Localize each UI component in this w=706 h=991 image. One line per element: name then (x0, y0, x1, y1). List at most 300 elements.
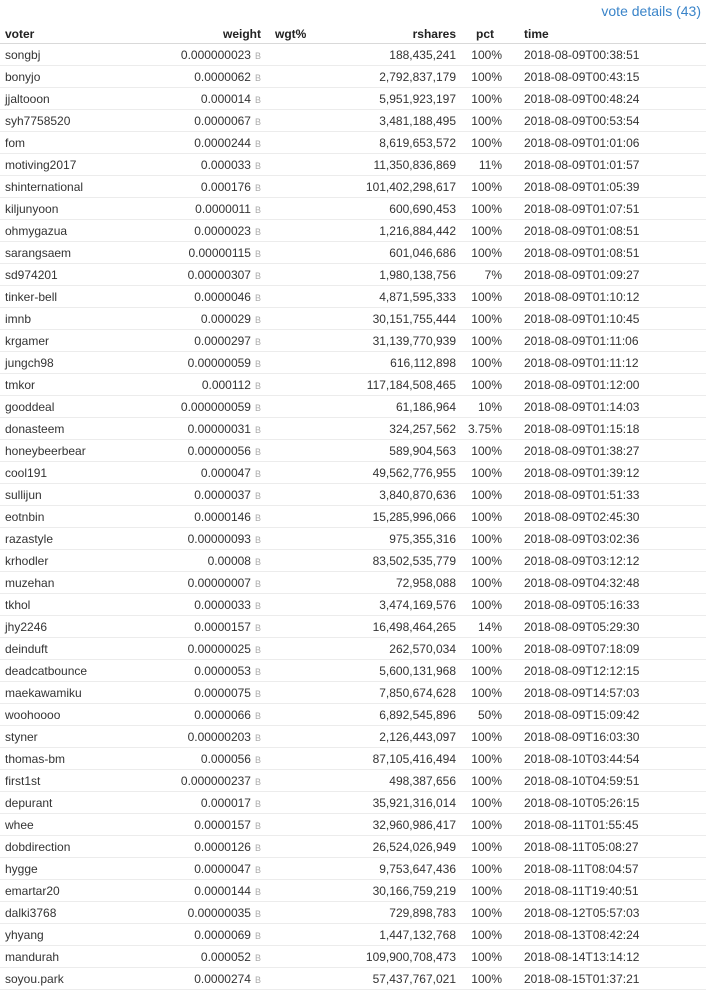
column-header-wgt[interactable]: wgt% (269, 24, 339, 44)
rshares-cell: 729,898,783 (339, 902, 466, 924)
weight-unit: B (254, 732, 261, 743)
time-cell: 2018-08-09T01:39:12 (520, 462, 706, 484)
weight-value: 0.0000244 (194, 135, 251, 150)
voter-cell[interactable]: soyou.park (0, 968, 130, 990)
weight-unit: B (254, 358, 261, 369)
weight-cell (130, 176, 269, 198)
time-cell: 2018-08-09T01:10:45 (520, 308, 706, 330)
weight-cell (130, 220, 269, 242)
weight-unit: B (254, 710, 261, 721)
weight-unit: B (254, 600, 261, 611)
weight-unit: B (254, 512, 261, 523)
pct-cell: 100% (466, 88, 520, 110)
pct-cell: 50% (466, 704, 520, 726)
weight-value: 0.0000033 (194, 597, 251, 612)
voter-cell[interactable]: muzehan (0, 572, 130, 594)
wgt-cell (269, 396, 339, 418)
pct-cell: 100% (466, 572, 520, 594)
weight-cell (130, 880, 269, 902)
weight-cell (130, 638, 269, 660)
voter-cell[interactable]: syh7758520 (0, 110, 130, 132)
voter-cell[interactable]: thomas-bm (0, 748, 130, 770)
rshares-cell: 72,958,088 (339, 572, 466, 594)
weight-value: 0.0000047 (194, 861, 251, 876)
time-cell: 2018-08-09T00:43:15 (520, 66, 706, 88)
voter-cell[interactable]: krgamer (0, 330, 130, 352)
rshares-cell: 16,498,464,265 (339, 616, 466, 638)
wgt-cell (269, 682, 339, 704)
voter-cell[interactable]: bonyjo (0, 66, 130, 88)
voter-cell[interactable]: shinternational (0, 176, 130, 198)
weight-cell (130, 770, 269, 792)
rshares-cell: 2,126,443,097 (339, 726, 466, 748)
voter-cell[interactable]: fom (0, 132, 130, 154)
rshares-cell: 601,046,686 (339, 242, 466, 264)
rshares-cell: 11,350,836,869 (339, 154, 466, 176)
rshares-cell: 262,570,034 (339, 638, 466, 660)
rshares-cell: 975,355,316 (339, 528, 466, 550)
weight-unit: B (254, 270, 261, 281)
column-header-rshares[interactable]: rshares (339, 24, 466, 44)
table-row (0, 132, 706, 154)
voter-cell[interactable]: donasteem (0, 418, 130, 440)
weight-value: 0.00000007 (187, 575, 251, 590)
weight-value: 0.0000069 (194, 927, 251, 942)
time-cell: 2018-08-11T01:55:45 (520, 814, 706, 836)
weight-unit: B (254, 226, 261, 237)
table-row (0, 550, 706, 572)
voter-cell[interactable]: sd974201 (0, 264, 130, 286)
pct-cell: 100% (466, 858, 520, 880)
time-cell: 2018-08-12T05:57:03 (520, 902, 706, 924)
weight-cell (130, 550, 269, 572)
time-cell: 2018-08-15T01:37:21 (520, 968, 706, 990)
weight-cell (130, 660, 269, 682)
rshares-cell: 83,502,535,779 (339, 550, 466, 572)
rshares-cell: 188,435,241 (339, 44, 466, 66)
weight-unit: B (254, 248, 261, 259)
pct-cell: 100% (466, 352, 520, 374)
weight-cell (130, 946, 269, 968)
time-cell: 2018-08-11T19:40:51 (520, 880, 706, 902)
voter-cell[interactable]: tkhol (0, 594, 130, 616)
column-header-time[interactable]: time (520, 24, 706, 44)
wgt-cell (269, 638, 339, 660)
rshares-cell: 5,951,923,197 (339, 88, 466, 110)
table-row (0, 484, 706, 506)
time-cell: 2018-08-09T12:12:15 (520, 660, 706, 682)
weight-value: 0.0000011 (195, 201, 251, 216)
weight-unit: B (254, 622, 261, 633)
table-header-row (0, 24, 706, 44)
weight-cell (130, 154, 269, 176)
weight-unit: B (254, 160, 261, 171)
time-cell: 2018-08-09T01:01:06 (520, 132, 706, 154)
voter-cell[interactable]: tmkor (0, 374, 130, 396)
weight-value: 0.000000237 (180, 773, 251, 788)
weight-unit: B (254, 94, 261, 105)
table-row (0, 374, 706, 396)
table-row (0, 968, 706, 990)
pct-cell: 100% (466, 440, 520, 462)
wgt-cell (269, 374, 339, 396)
weight-value: 0.0000126 (194, 839, 251, 854)
wgt-cell (269, 154, 339, 176)
weight-unit: B (254, 754, 261, 765)
wgt-cell (269, 748, 339, 770)
time-cell: 2018-08-09T01:08:51 (520, 242, 706, 264)
wgt-cell (269, 88, 339, 110)
table-row (0, 308, 706, 330)
rshares-cell: 1,216,884,442 (339, 220, 466, 242)
table-row (0, 616, 706, 638)
pct-cell: 100% (466, 374, 520, 396)
voter-cell[interactable]: sullijun (0, 484, 130, 506)
pct-cell: 100% (466, 924, 520, 946)
weight-unit: B (254, 908, 261, 919)
voter-cell[interactable]: jungch98 (0, 352, 130, 374)
time-cell: 2018-08-10T03:44:54 (520, 748, 706, 770)
weight-value: 0.00000025 (187, 641, 251, 656)
table-row (0, 726, 706, 748)
rshares-cell: 4,871,595,333 (339, 286, 466, 308)
weight-cell (130, 418, 269, 440)
weight-cell (130, 396, 269, 418)
time-cell: 2018-08-09T02:45:30 (520, 506, 706, 528)
weight-value: 0.000112 (201, 377, 251, 392)
table-row (0, 506, 706, 528)
voter-cell[interactable]: deadcatbounce (0, 660, 130, 682)
time-cell: 2018-08-10T04:59:51 (520, 770, 706, 792)
table-row (0, 814, 706, 836)
rshares-cell: 498,387,656 (339, 770, 466, 792)
weight-cell (130, 44, 269, 66)
voter-cell[interactable]: ohmygazua (0, 220, 130, 242)
voter-cell[interactable]: eotnbin (0, 506, 130, 528)
voter-cell[interactable]: sarangsaem (0, 242, 130, 264)
rshares-cell: 9,753,647,436 (339, 858, 466, 880)
wgt-cell (269, 880, 339, 902)
weight-unit: B (254, 974, 261, 985)
table-row (0, 748, 706, 770)
pct-cell: 100% (466, 132, 520, 154)
top-bar (0, 0, 706, 24)
weight-cell (130, 308, 269, 330)
pct-cell: 100% (466, 880, 520, 902)
wgt-cell (269, 924, 339, 946)
weight-cell (130, 352, 269, 374)
weight-cell (130, 440, 269, 462)
column-header-weight[interactable]: weight (130, 24, 269, 44)
pct-cell: 100% (466, 550, 520, 572)
voter-cell[interactable]: whee (0, 814, 130, 836)
voter-cell[interactable]: motiving2017 (0, 154, 130, 176)
rshares-cell: 30,151,755,444 (339, 308, 466, 330)
table-row (0, 946, 706, 968)
pct-cell: 100% (466, 770, 520, 792)
voter-cell[interactable]: jjaltooon (0, 88, 130, 110)
weight-unit: B (254, 314, 261, 325)
column-header-voter[interactable]: voter (0, 24, 130, 44)
rshares-cell: 2,792,837,179 (339, 66, 466, 88)
wgt-cell (269, 528, 339, 550)
time-cell: 2018-08-09T00:48:24 (520, 88, 706, 110)
weight-unit: B (254, 138, 261, 149)
weight-value: 0.0000297 (194, 333, 251, 348)
table-row (0, 638, 706, 660)
voter-cell[interactable]: jhy2246 (0, 616, 130, 638)
pct-cell: 100% (466, 220, 520, 242)
voter-cell[interactable]: emartar20 (0, 880, 130, 902)
time-cell: 2018-08-09T01:11:12 (520, 352, 706, 374)
rshares-cell: 5,600,131,968 (339, 660, 466, 682)
weight-value: 0.000000023 (180, 47, 251, 62)
pct-cell: 100% (466, 968, 520, 990)
table-row (0, 924, 706, 946)
pct-cell: 100% (466, 902, 520, 924)
weight-value: 0.000056 (200, 751, 251, 766)
voter-cell[interactable]: dalki3768 (0, 902, 130, 924)
voter-cell[interactable]: gooddeal (0, 396, 130, 418)
rshares-cell: 15,285,996,066 (339, 506, 466, 528)
voter-cell[interactable]: kiljunyoon (0, 198, 130, 220)
time-cell: 2018-08-09T01:09:27 (520, 264, 706, 286)
wgt-cell (269, 506, 339, 528)
weight-unit: B (254, 182, 261, 193)
time-cell: 2018-08-09T01:07:51 (520, 198, 706, 220)
weight-cell (130, 748, 269, 770)
time-cell: 2018-08-09T01:38:27 (520, 440, 706, 462)
table-row (0, 770, 706, 792)
wgt-cell (269, 946, 339, 968)
voter-cell[interactable]: first1st (0, 770, 130, 792)
table-row (0, 396, 706, 418)
time-cell: 2018-08-09T01:51:33 (520, 484, 706, 506)
weight-value: 0.0000146 (194, 509, 251, 524)
voter-cell[interactable]: tinker-bell (0, 286, 130, 308)
pct-cell: 3.75% (466, 418, 520, 440)
weight-value: 0.0000274 (194, 971, 251, 986)
voter-cell[interactable]: cool191 (0, 462, 130, 484)
rshares-cell: 589,904,563 (339, 440, 466, 462)
voter-cell[interactable]: honeybeerbear (0, 440, 130, 462)
weight-cell (130, 198, 269, 220)
rshares-cell: 57,437,767,021 (339, 968, 466, 990)
weight-cell (130, 110, 269, 132)
table-row (0, 110, 706, 132)
wgt-cell (269, 770, 339, 792)
table-row (0, 242, 706, 264)
table-row (0, 154, 706, 176)
time-cell: 2018-08-09T04:32:48 (520, 572, 706, 594)
weight-unit: B (254, 644, 261, 655)
weight-cell (130, 968, 269, 990)
table-row (0, 836, 706, 858)
pct-cell: 100% (466, 242, 520, 264)
weight-value: 0.000047 (200, 465, 251, 480)
pct-cell: 100% (466, 814, 520, 836)
weight-value: 0.000176 (200, 179, 251, 194)
weight-unit: B (254, 688, 261, 699)
time-cell: 2018-08-14T13:14:12 (520, 946, 706, 968)
wgt-cell (269, 330, 339, 352)
weight-unit: B (254, 930, 261, 941)
pct-cell: 100% (466, 484, 520, 506)
weight-cell (130, 506, 269, 528)
rshares-cell: 35,921,316,014 (339, 792, 466, 814)
rshares-cell: 1,980,138,756 (339, 264, 466, 286)
pct-cell: 100% (466, 308, 520, 330)
weight-cell (130, 132, 269, 154)
wgt-cell (269, 242, 339, 264)
table-row (0, 880, 706, 902)
table-row (0, 594, 706, 616)
weight-cell (130, 594, 269, 616)
voter-cell[interactable]: woohoooo (0, 704, 130, 726)
weight-value: 0.0000157 (194, 619, 251, 634)
weight-value: 0.00000307 (187, 267, 251, 282)
weight-unit: B (254, 578, 261, 589)
weight-unit: B (254, 776, 261, 787)
weight-unit: B (254, 424, 261, 435)
column-header-pct[interactable]: pct (466, 24, 520, 44)
voter-cell[interactable]: songbj (0, 44, 130, 66)
weight-unit: B (254, 798, 261, 809)
wgt-cell (269, 264, 339, 286)
wgt-cell (269, 616, 339, 638)
weight-unit: B (254, 556, 261, 567)
pct-cell: 100% (466, 66, 520, 88)
wgt-cell (269, 726, 339, 748)
weight-unit: B (254, 50, 261, 61)
voter-cell[interactable]: krhodler (0, 550, 130, 572)
weight-value: 0.000017 (200, 795, 251, 810)
rshares-cell: 61,186,964 (339, 396, 466, 418)
pct-cell: 100% (466, 462, 520, 484)
time-cell: 2018-08-11T08:04:57 (520, 858, 706, 880)
weight-value: 0.00000056 (187, 443, 251, 458)
pct-cell: 100% (466, 946, 520, 968)
table-row (0, 418, 706, 440)
rshares-cell: 8,619,653,572 (339, 132, 466, 154)
votes-table (0, 24, 706, 990)
pct-cell: 100% (466, 528, 520, 550)
weight-unit: B (254, 886, 261, 897)
time-cell: 2018-08-09T01:14:03 (520, 396, 706, 418)
time-cell: 2018-08-09T00:53:54 (520, 110, 706, 132)
wgt-cell (269, 704, 339, 726)
weight-value: 0.0000046 (194, 289, 251, 304)
wgt-cell (269, 440, 339, 462)
rshares-cell: 3,474,169,576 (339, 594, 466, 616)
wgt-cell (269, 594, 339, 616)
pct-cell: 100% (466, 176, 520, 198)
table-row (0, 264, 706, 286)
weight-cell (130, 264, 269, 286)
weight-value: 0.00008 (207, 553, 251, 568)
table-row (0, 352, 706, 374)
wgt-cell (269, 352, 339, 374)
voter-cell[interactable]: hygge (0, 858, 130, 880)
table-row (0, 462, 706, 484)
weight-value: 0.0000066 (194, 707, 251, 722)
voter-cell[interactable]: styner (0, 726, 130, 748)
voter-cell[interactable]: razastyle (0, 528, 130, 550)
time-cell: 2018-08-09T01:05:39 (520, 176, 706, 198)
wgt-cell (269, 44, 339, 66)
wgt-cell (269, 110, 339, 132)
time-cell: 2018-08-09T03:12:12 (520, 550, 706, 572)
weight-cell (130, 528, 269, 550)
table-row (0, 88, 706, 110)
wgt-cell (269, 792, 339, 814)
voter-cell[interactable]: depurant (0, 792, 130, 814)
weight-cell (130, 836, 269, 858)
time-cell: 2018-08-09T01:10:12 (520, 286, 706, 308)
table-row (0, 704, 706, 726)
weight-unit: B (254, 72, 261, 83)
pct-cell: 100% (466, 726, 520, 748)
table-row (0, 902, 706, 924)
weight-value: 0.00000031 (187, 421, 251, 436)
weight-cell (130, 286, 269, 308)
wgt-cell (269, 220, 339, 242)
weight-unit: B (254, 820, 261, 831)
wgt-cell (269, 660, 339, 682)
time-cell: 2018-08-09T03:02:36 (520, 528, 706, 550)
rshares-cell: 6,892,545,896 (339, 704, 466, 726)
rshares-cell: 1,447,132,768 (339, 924, 466, 946)
pct-cell: 100% (466, 198, 520, 220)
table-row (0, 44, 706, 66)
table-row (0, 286, 706, 308)
pct-cell: 100% (466, 594, 520, 616)
weight-value: 0.0000053 (194, 663, 251, 678)
voter-cell[interactable]: deinduft (0, 638, 130, 660)
weight-value: 0.000000059 (180, 399, 251, 414)
vote-details-link[interactable]: vote details (43) (601, 3, 701, 19)
weight-unit: B (254, 864, 261, 875)
voter-cell[interactable]: imnb (0, 308, 130, 330)
weight-value: 0.0000067 (194, 113, 251, 128)
rshares-cell: 616,112,898 (339, 352, 466, 374)
weight-value: 0.00000093 (187, 531, 251, 546)
weight-unit: B (254, 204, 261, 215)
weight-unit: B (254, 952, 261, 963)
table-row (0, 858, 706, 880)
voter-cell[interactable]: mandurah (0, 946, 130, 968)
weight-unit: B (254, 534, 261, 545)
pct-cell: 100% (466, 748, 520, 770)
weight-cell (130, 924, 269, 946)
weight-cell (130, 572, 269, 594)
weight-value: 0.0000062 (194, 69, 251, 84)
table-row (0, 176, 706, 198)
wgt-cell (269, 484, 339, 506)
wgt-cell (269, 968, 339, 990)
time-cell: 2018-08-09T14:57:03 (520, 682, 706, 704)
time-cell: 2018-08-09T01:08:51 (520, 220, 706, 242)
voter-cell[interactable]: yhyang (0, 924, 130, 946)
voter-cell[interactable]: maekawamiku (0, 682, 130, 704)
rshares-cell: 30,166,759,219 (339, 880, 466, 902)
wgt-cell (269, 308, 339, 330)
wgt-cell (269, 814, 339, 836)
weight-value: 0.0000144 (194, 883, 251, 898)
time-cell: 2018-08-09T05:29:30 (520, 616, 706, 638)
voter-cell[interactable]: dobdirection (0, 836, 130, 858)
wgt-cell (269, 286, 339, 308)
